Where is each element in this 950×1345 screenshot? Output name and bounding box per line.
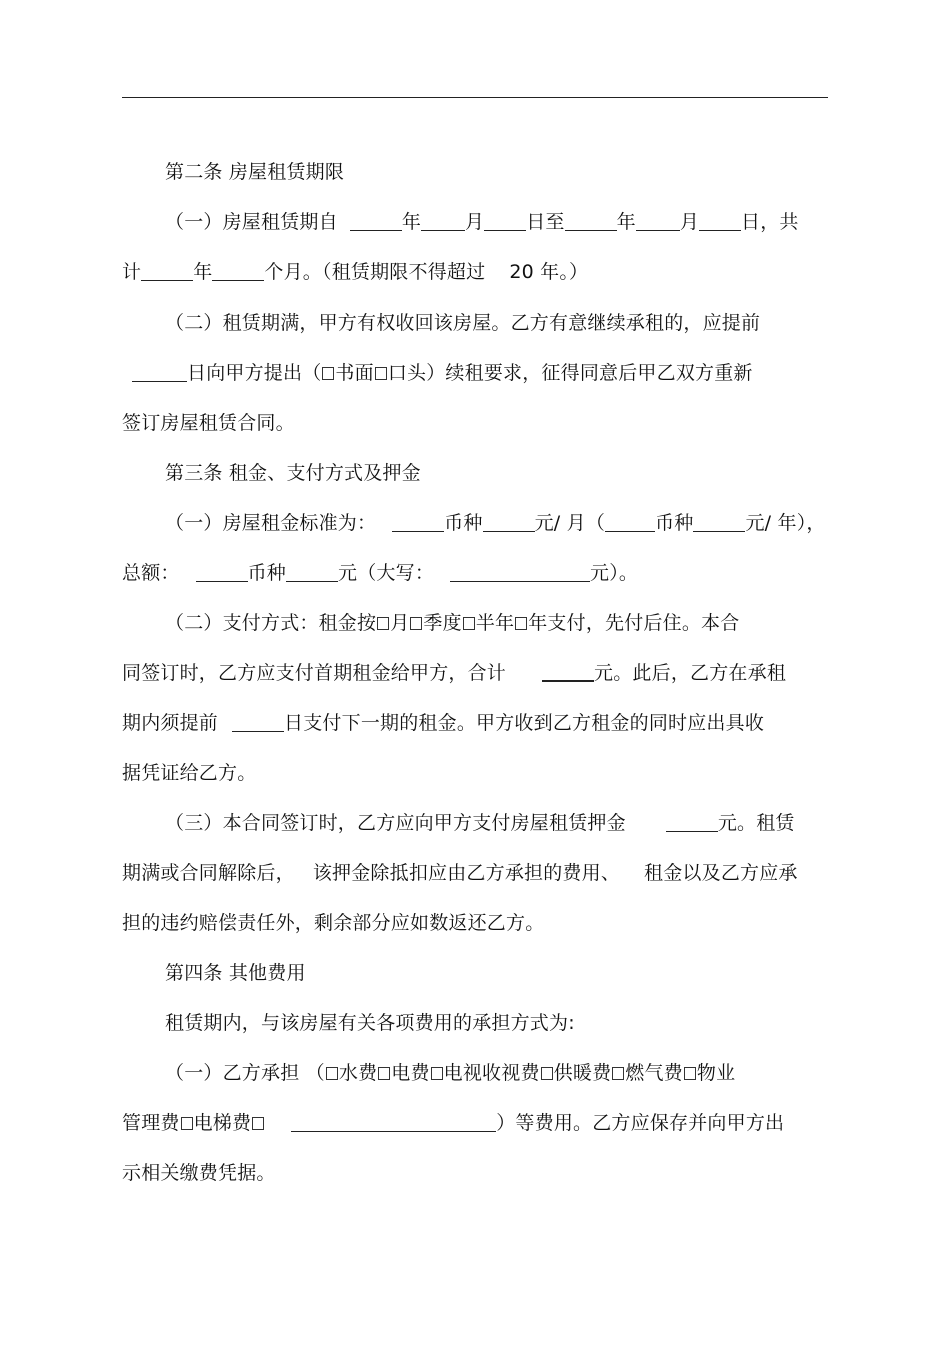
article-3-clause-3-line-1: （三）本合同签订时，乙方应向甲方支付房屋租赁押金 元。租赁: [165, 812, 795, 834]
article-4-intro: 租赁期内，与该房屋有关各项费用的承担方式为:: [165, 1012, 575, 1034]
checkbox-icon[interactable]: [410, 617, 422, 630]
article-2-clause-2-line-2: 日向甲方提出（ 书面 口头）续租要求，征得同意后甲乙双方重新: [122, 361, 753, 385]
start-month-blank[interactable]: [421, 211, 465, 231]
article-2-clause-1-line-1: （一）房屋租赁期自 年 月 日至 年 月 日，共: [165, 211, 799, 233]
article-4-heading: 第四条 其他费用: [165, 962, 306, 984]
article-3-clause-3-line-2: 期满或合同解除后， 该押金除抵扣应由乙方承担的费用、 租金以及乙方应承: [122, 862, 798, 884]
article-4-clause-1-line-1: （一）乙方承担 （ 水费 电费 电视收视费 供暖费 燃气费 物业: [165, 1062, 736, 1084]
article-4-clause-1-line-2: 管理费 电梯费 ）等费用。乙方应保存并向甲方出: [122, 1112, 785, 1134]
checkbox-icon[interactable]: [375, 367, 387, 380]
article-3-clause-2-line-1: （二）支付方式：租金按 月 季度 半年 年支付，先付后住。本合: [165, 612, 740, 634]
article-2-clause-2-line-3: 签订房屋租赁合同。: [122, 412, 295, 434]
total-currency-blank[interactable]: [196, 562, 248, 582]
checkbox-icon[interactable]: [377, 617, 389, 630]
article-3-heading: 第三条 租金、支付方式及押金: [165, 462, 421, 484]
yearly-amount-blank[interactable]: [693, 512, 745, 532]
article-3-clause-3-line-3: 担的违约赔偿责任外，剩余部分应如数返还乙方。: [122, 912, 545, 934]
notice-days-blank[interactable]: [132, 362, 187, 382]
advance-days-blank[interactable]: [232, 712, 284, 732]
start-year-blank[interactable]: [350, 211, 402, 231]
article-4-clause-1-line-3: 示相关缴费凭据。: [122, 1162, 276, 1184]
checkbox-icon[interactable]: [322, 367, 334, 380]
checkbox-icon[interactable]: [515, 617, 527, 630]
total-years-blank[interactable]: [141, 261, 193, 281]
total-amount-words-blank[interactable]: [450, 562, 590, 582]
total-amount-blank[interactable]: [286, 562, 338, 582]
article-3-clause-2-line-3: 期内须提前 日支付下一期的租金。甲方收到乙方租金的同时应出具收: [122, 712, 765, 734]
article-3-clause-1-line-2: 总额： 币种 元（大写： 元）。: [122, 562, 639, 584]
monthly-amount-blank[interactable]: [483, 512, 535, 532]
checkbox-icon[interactable]: [431, 1067, 443, 1080]
first-rent-blank[interactable]: [542, 661, 594, 682]
checkbox-icon[interactable]: [684, 1067, 696, 1080]
end-day-blank[interactable]: [699, 211, 741, 231]
end-month-blank[interactable]: [636, 211, 680, 231]
yearly-currency-blank[interactable]: [605, 512, 655, 532]
article-2-heading: 第二条 房屋租赁期限: [165, 161, 345, 183]
article-3-clause-2-line-4: 据凭证给乙方。: [122, 762, 257, 784]
article-3-clause-2-line-2: 同签订时，乙方应支付首期租金给甲方，合计 元。此后，乙方在承租: [122, 662, 787, 684]
monthly-currency-blank[interactable]: [392, 512, 444, 532]
article-2-clause-1-line-2: 计 年 个月。（租赁期限不得超过 20 年。）: [122, 261, 589, 283]
end-year-blank[interactable]: [565, 211, 617, 231]
checkbox-icon[interactable]: [541, 1067, 553, 1080]
checkbox-icon[interactable]: [612, 1067, 624, 1080]
other-fees-blank[interactable]: [291, 1112, 496, 1132]
checkbox-icon[interactable]: [252, 1117, 264, 1130]
article-3-clause-1-line-1: （一）房屋租金标准为： 币种 元/ 月（ 币种 元/ 年），: [165, 512, 826, 534]
article-2-clause-2-line-1: （二）租赁期满，甲方有权收回该房屋。乙方有意继续承租的，应提前: [165, 312, 761, 334]
checkbox-icon[interactable]: [181, 1117, 193, 1130]
start-day-blank[interactable]: [484, 211, 526, 231]
checkbox-icon[interactable]: [378, 1067, 390, 1080]
deposit-amount-blank[interactable]: [666, 812, 718, 832]
total-months-blank[interactable]: [212, 261, 264, 281]
header-rule: [122, 97, 828, 98]
checkbox-icon[interactable]: [326, 1067, 338, 1080]
checkbox-icon[interactable]: [463, 617, 475, 630]
